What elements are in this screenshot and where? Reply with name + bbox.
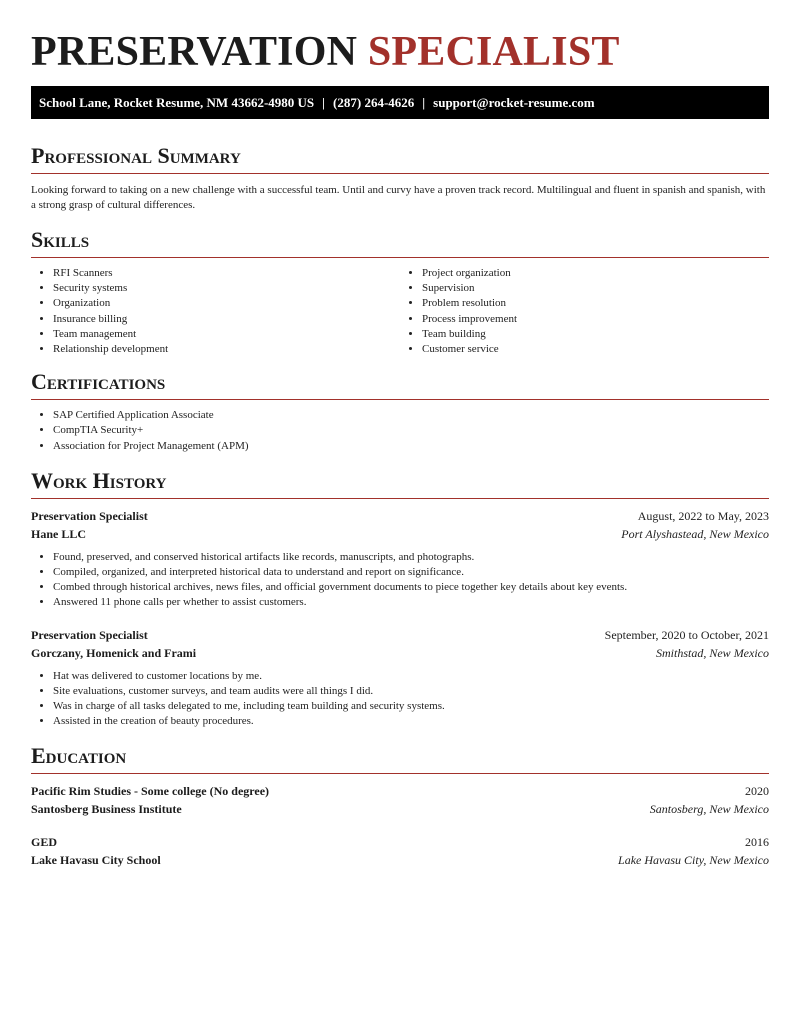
list-item: • CompTIA Security+ xyxy=(53,423,769,438)
job-bullets xyxy=(31,550,769,611)
list-item: • Association for Project Management (APM) xyxy=(53,439,769,454)
certifications-heading: Certifications xyxy=(31,369,769,400)
job-title-row xyxy=(31,507,769,525)
list-item: • Security systems xyxy=(53,281,400,296)
education-heading: Education xyxy=(31,743,769,774)
page-title xyxy=(31,0,769,78)
education-year: 2016 xyxy=(745,835,769,850)
job-title-row xyxy=(31,626,769,644)
skills-section xyxy=(31,227,769,357)
list-item: • Hat was delivered to customer locations by me. xyxy=(53,669,769,684)
job-dates: September, 2020 to October, 2021 xyxy=(604,627,769,642)
education-school-row xyxy=(31,800,769,818)
contact-separator: | xyxy=(422,95,426,110)
list-item: • Customer service xyxy=(422,342,769,357)
skills-list-left xyxy=(31,266,400,357)
job-dates: August, 2022 to May, 2023 xyxy=(637,508,769,523)
job-location: Smithstad, New Mexico xyxy=(656,645,769,660)
list-item: • Organization xyxy=(53,296,400,311)
name-accent: SPECIALIST xyxy=(367,29,620,75)
skills-grid xyxy=(31,266,769,357)
work-heading: Work History xyxy=(31,468,769,499)
list-item: • Team building xyxy=(422,327,769,342)
job-company: Hane LLC xyxy=(31,526,87,541)
list-item: • Problem resolution xyxy=(422,296,769,311)
list-item: • Insurance billing xyxy=(53,312,400,327)
job-title: Preservation Specialist xyxy=(31,627,148,642)
job-company-row xyxy=(31,644,769,662)
education-entry xyxy=(31,833,769,869)
work-section xyxy=(31,468,769,730)
job-location: Port Alyshastead, New Mexico xyxy=(621,526,769,541)
list-item: • Assisted in the creation of beauty procedures. xyxy=(53,714,769,729)
skills-list-right xyxy=(400,266,769,357)
contact-email[interactable]: support@rocket-resume.com xyxy=(433,95,595,110)
job-entry xyxy=(31,507,769,611)
education-school: Santosberg Business Institute xyxy=(31,802,182,817)
education-school-row xyxy=(31,851,769,869)
job-entry xyxy=(31,626,769,730)
contact-address: School Lane, Rocket Resume, NM 43662-4980 US xyxy=(39,95,315,110)
name-primary: PRESERVATION xyxy=(31,29,358,75)
job-bullets xyxy=(31,669,769,730)
list-item: • Process improvement xyxy=(422,312,769,327)
list-item: • Combed through historical archives, news files, and official government documents to piece together key details about key events. xyxy=(53,580,769,595)
education-school: Lake Havasu City School xyxy=(31,853,161,868)
list-item: • RFI Scanners xyxy=(53,266,400,281)
skills-heading: Skills xyxy=(31,227,769,258)
education-degree: GED xyxy=(31,835,58,850)
list-item: • Was in charge of all tasks delegated to me, including team building and security systems. xyxy=(53,699,769,714)
list-item: • SAP Certified Application Associate xyxy=(53,408,769,423)
job-company: Gorczany, Homenick and Frami xyxy=(31,645,197,660)
education-degree: Pacific Rim Studies - Some college (No degree) xyxy=(31,784,270,799)
list-item: • Site evaluations, customer surveys, and team audits were all things I did. xyxy=(53,684,769,699)
list-item: • Relationship development xyxy=(53,342,400,357)
job-title: Preservation Specialist xyxy=(31,508,148,523)
education-entry xyxy=(31,782,769,818)
list-item: • Answered 11 phone calls per whether to assist customers. xyxy=(53,595,769,610)
list-item: • Team management xyxy=(53,327,400,342)
summary-text: Looking forward to taking on a new challenge with a successful team. Until and curvy have a proven track record. Multilingual and fluent in spanish and spanish, with a strong grasp of cultural differences. xyxy=(31,184,766,211)
list-item: • Project organization xyxy=(422,266,769,281)
list-item: • Supervision xyxy=(422,281,769,296)
list-item: • Found, preserved, and conserved historical artifacts like records, manuscripts, and photographs. xyxy=(53,550,769,565)
summary-heading: Professional Summary xyxy=(31,143,769,174)
contact-bar xyxy=(31,86,769,119)
contact-phone: (287) 264-4626 xyxy=(333,95,415,110)
summary-section xyxy=(31,143,769,213)
contact-separator: | xyxy=(322,95,326,110)
job-company-row xyxy=(31,525,769,543)
certifications-section xyxy=(31,369,769,454)
education-location: Lake Havasu City, New Mexico xyxy=(618,853,769,868)
education-degree-row xyxy=(31,782,769,800)
education-year: 2020 xyxy=(745,784,769,799)
education-section xyxy=(31,743,769,869)
certifications-list xyxy=(31,408,769,454)
education-location: Santosberg, New Mexico xyxy=(649,802,769,817)
list-item: • Compiled, organized, and interpreted historical data to understand and report on significance. xyxy=(53,565,769,580)
education-degree-row xyxy=(31,833,769,851)
